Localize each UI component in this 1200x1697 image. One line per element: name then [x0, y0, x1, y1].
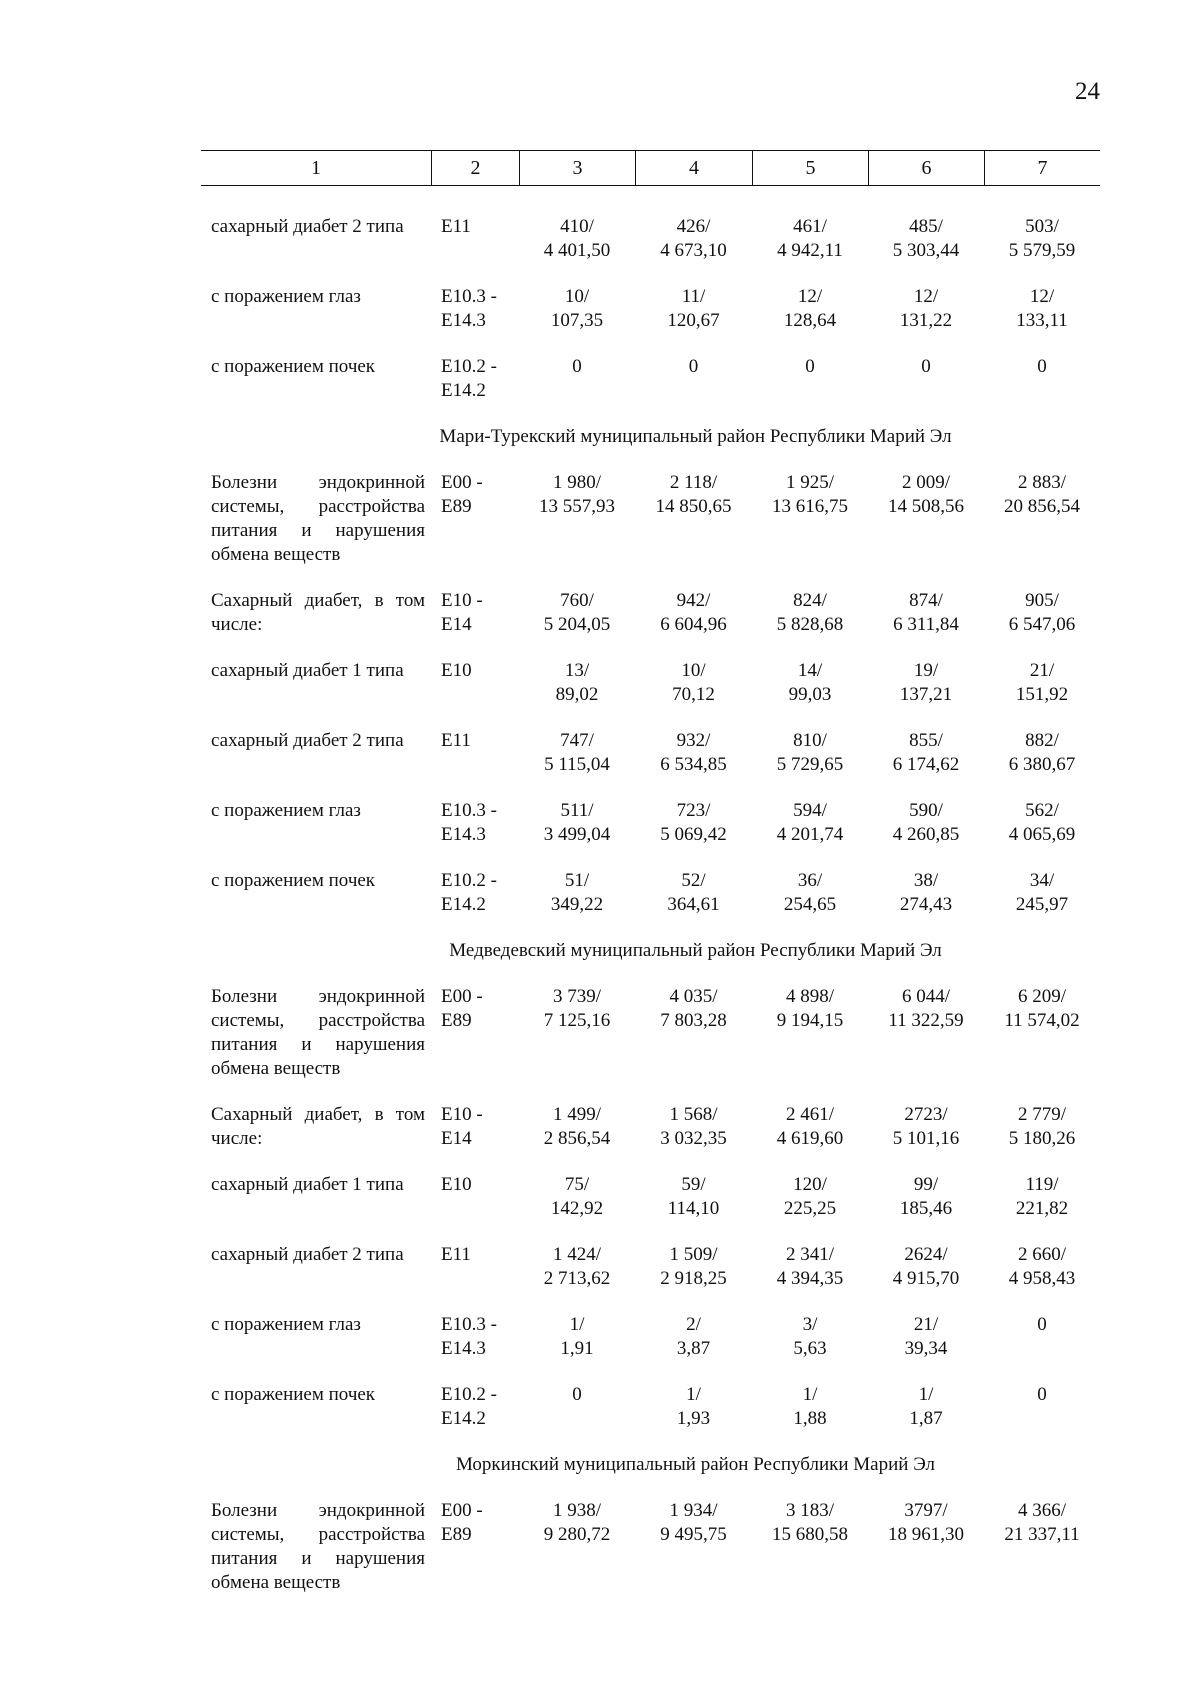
table-header — [201, 150, 1100, 186]
icd-code: E10.3 - E14.3 — [441, 1314, 497, 1359]
row-name: с поражением почек — [211, 870, 376, 891]
value-cell: 747/ 5 115,04 — [544, 730, 610, 775]
table-row — [201, 799, 1100, 847]
section-title: Моркинский муниципальный район Республики Марий Эл — [456, 1454, 935, 1475]
header-cell: 3 — [519, 151, 635, 185]
row-name: с поражением глаз — [211, 1314, 361, 1335]
value-cell: 0 — [921, 356, 931, 377]
value-cell: 4 898/ 9 194,15 — [776, 986, 844, 1031]
value-cell: 2 660/ 4 958,43 — [1008, 1244, 1076, 1289]
icd-code: E11 — [441, 216, 471, 237]
row-name: Сахарный диабет, в том числе: — [211, 590, 425, 635]
value-cell: 1 499/ 2 856,54 — [543, 1104, 611, 1149]
value-cell: 38/ 274,43 — [899, 870, 953, 915]
value-cell: 1 980/ 13 557,93 — [539, 472, 615, 517]
icd-code: E10 — [441, 1174, 472, 1195]
value-cell: 1 938/ 9 280,72 — [543, 1500, 611, 1545]
value-cell: 594/ 4 201,74 — [776, 800, 844, 845]
table-row — [201, 355, 1100, 403]
value-cell: 810/ 5 729,65 — [776, 730, 844, 775]
row-name: с поражением почек — [211, 1384, 376, 1405]
value-cell: 485/ 5 303,44 — [892, 216, 960, 261]
value-cell: 3797/ 18 961,30 — [888, 1500, 964, 1545]
value-cell: 0 — [572, 356, 582, 377]
value-cell: 12/ 133,11 — [1016, 286, 1068, 331]
section-title: Медведевский муниципальный район Республики Марий Эл — [449, 940, 942, 961]
value-cell: 1 934/ 9 495,75 — [660, 1500, 727, 1545]
table-body — [201, 215, 1100, 1617]
header-cell: 2 — [431, 151, 519, 185]
value-cell: 824/ 5 828,68 — [776, 590, 844, 635]
value-cell: 0 — [688, 356, 699, 377]
value-cell: 1/ 1,91 — [560, 1314, 594, 1359]
table-row — [201, 1499, 1100, 1595]
row-name: сахарный диабет 2 типа — [211, 730, 404, 751]
icd-code: E10 - E14 — [441, 1104, 483, 1149]
value-cell: 51/ 349,22 — [550, 870, 604, 915]
value-cell: 21/ 39,34 — [904, 1314, 948, 1359]
value-cell: 932/ 6 534,85 — [660, 730, 727, 775]
header-cell: 1 — [311, 156, 321, 179]
value-cell: 59/ 114,10 — [667, 1174, 720, 1219]
value-cell: 3/ 5,63 — [793, 1314, 827, 1359]
value-cell: 99/ 185,46 — [899, 1174, 953, 1219]
value-cell: 13/ 89,02 — [555, 660, 599, 705]
row-name: с поражением почек — [211, 356, 376, 377]
value-cell: 2 461/ 4 619,60 — [776, 1104, 844, 1149]
icd-code: E10 — [441, 660, 472, 681]
value-cell: 11/ 120,67 — [667, 286, 720, 331]
value-cell: 2 779/ 5 180,26 — [1008, 1104, 1076, 1149]
table-row — [201, 589, 1100, 637]
table-row — [201, 985, 1100, 1081]
table-row — [201, 1173, 1100, 1221]
value-cell: 0 — [1037, 1314, 1047, 1335]
table-row — [201, 1383, 1100, 1431]
value-cell: 511/ 3 499,04 — [543, 800, 611, 845]
value-cell: 75/ 142,92 — [550, 1174, 604, 1219]
value-cell: 2 341/ 4 394,35 — [776, 1244, 844, 1289]
value-cell: 0 — [1037, 356, 1047, 377]
value-cell: 1 925/ 13 616,75 — [772, 472, 848, 517]
table-row — [201, 869, 1100, 917]
value-cell: 1 568/ 3 032,35 — [660, 1104, 727, 1149]
icd-code: E00 - E89 — [441, 1500, 483, 1545]
icd-code: E11 — [441, 730, 471, 751]
row-name: Болезни эндокринной системы, расстройства питания и нарушения обмена веществ — [211, 986, 425, 1079]
value-cell: 874/ 6 311,84 — [893, 590, 959, 635]
header-cell: 4 — [635, 151, 752, 185]
table-row — [201, 285, 1100, 333]
row-name: с поражением глаз — [211, 800, 361, 821]
value-cell: 6 209/ 11 574,02 — [1004, 986, 1080, 1031]
value-cell: 6 044/ 11 322,59 — [888, 986, 964, 1031]
table-row — [201, 215, 1100, 263]
row-name: сахарный диабет 2 типа — [211, 216, 404, 237]
value-cell: 19/ 137,21 — [899, 660, 953, 705]
value-cell: 1 424/ 2 713,62 — [543, 1244, 611, 1289]
table-row — [201, 1313, 1100, 1361]
value-cell: 4 366/ 21 337,11 — [1004, 1500, 1080, 1545]
row-name: Болезни эндокринной системы, расстройства питания и нарушения обмена веществ — [211, 472, 425, 565]
value-cell: 120/ 225,25 — [783, 1174, 837, 1219]
icd-code: E10.3 - E14.3 — [441, 800, 497, 845]
value-cell: 503/ 5 579,59 — [1008, 216, 1076, 261]
table-row — [201, 471, 1100, 567]
icd-code: E00 - E89 — [441, 986, 483, 1031]
header-cell: 5 — [752, 151, 868, 185]
value-cell: 0 — [572, 1384, 582, 1405]
value-cell: 942/ 6 604,96 — [660, 590, 727, 635]
value-cell: 10/ 107,35 — [550, 286, 604, 331]
value-cell: 3 739/ 7 125,16 — [543, 986, 611, 1031]
icd-code: E00 - E89 — [441, 472, 483, 517]
value-cell: 590/ 4 260,85 — [892, 800, 960, 845]
value-cell: 1/ 1,87 — [909, 1384, 943, 1429]
header-cell: 7 — [984, 151, 1100, 185]
value-cell: 10/ 70,12 — [672, 660, 715, 705]
value-cell: 0 — [1037, 1384, 1047, 1405]
value-cell: 52/ 364,61 — [667, 870, 720, 915]
row-name: Болезни эндокринной системы, расстройства питания и нарушения обмена веществ — [211, 1500, 425, 1593]
value-cell: 1/ 1,88 — [793, 1384, 827, 1429]
value-cell: 119/ 221,82 — [1015, 1174, 1069, 1219]
row-name: сахарный диабет 1 типа — [211, 1174, 404, 1195]
icd-code: E10 - E14 — [441, 590, 483, 635]
value-cell: 855/ 6 174,62 — [892, 730, 960, 775]
table-row — [201, 729, 1100, 777]
value-cell: 2/ 3,87 — [676, 1314, 711, 1359]
value-cell: 760/ 5 204,05 — [543, 590, 611, 635]
value-cell: 2 883/ 20 856,54 — [1004, 472, 1080, 517]
value-cell: 1/ 1,93 — [676, 1384, 711, 1429]
value-cell: 12/ 128,64 — [783, 286, 837, 331]
icd-code: E10.2 - E14.2 — [441, 870, 497, 915]
value-cell: 4 035/ 7 803,28 — [660, 986, 727, 1031]
value-cell: 2723/ 5 101,16 — [892, 1104, 960, 1149]
value-cell: 0 — [805, 356, 815, 377]
table-row — [201, 659, 1100, 707]
value-cell: 34/ 245,97 — [1015, 870, 1069, 915]
value-cell: 14/ 99,03 — [788, 660, 832, 705]
row-name: сахарный диабет 2 типа — [211, 1244, 404, 1265]
value-cell: 21/ 151,92 — [1015, 660, 1069, 705]
table-row — [201, 1103, 1100, 1151]
icd-code: E10.2 - E14.2 — [441, 1384, 497, 1429]
value-cell: 2 009/ 14 508,56 — [888, 472, 964, 517]
value-cell: 2 118/ 14 850,65 — [655, 472, 732, 517]
value-cell: 2624/ 4 915,70 — [892, 1244, 960, 1289]
row-name: сахарный диабет 1 типа — [211, 660, 404, 681]
value-cell: 410/ 4 401,50 — [543, 216, 611, 261]
value-cell: 905/ 6 547,06 — [1008, 590, 1076, 635]
value-cell: 461/ 4 942,11 — [777, 216, 843, 261]
section-title: Мари-Турекский муниципальный район Республики Марий Эл — [439, 426, 952, 447]
icd-code: E10.3 - E14.3 — [441, 286, 497, 331]
table-row — [201, 1243, 1100, 1291]
value-cell: 3 183/ 15 680,58 — [772, 1500, 848, 1545]
value-cell: 426/ 4 673,10 — [660, 216, 727, 261]
icd-code: E11 — [441, 1244, 471, 1265]
value-cell: 1 509/ 2 918,25 — [660, 1244, 727, 1289]
page-number: 24 — [1075, 78, 1100, 105]
icd-code: E10.2 - E14.2 — [441, 356, 497, 401]
value-cell: 12/ 131,22 — [899, 286, 953, 331]
row-name: Сахарный диабет, в том числе: — [211, 1104, 425, 1149]
value-cell: 882/ 6 380,67 — [1008, 730, 1076, 775]
value-cell: 562/ 4 065,69 — [1008, 800, 1076, 845]
value-cell: 36/ 254,65 — [783, 870, 837, 915]
value-cell: 723/ 5 069,42 — [660, 800, 727, 845]
row-name: с поражением глаз — [211, 286, 361, 307]
header-cell: 6 — [868, 151, 984, 185]
